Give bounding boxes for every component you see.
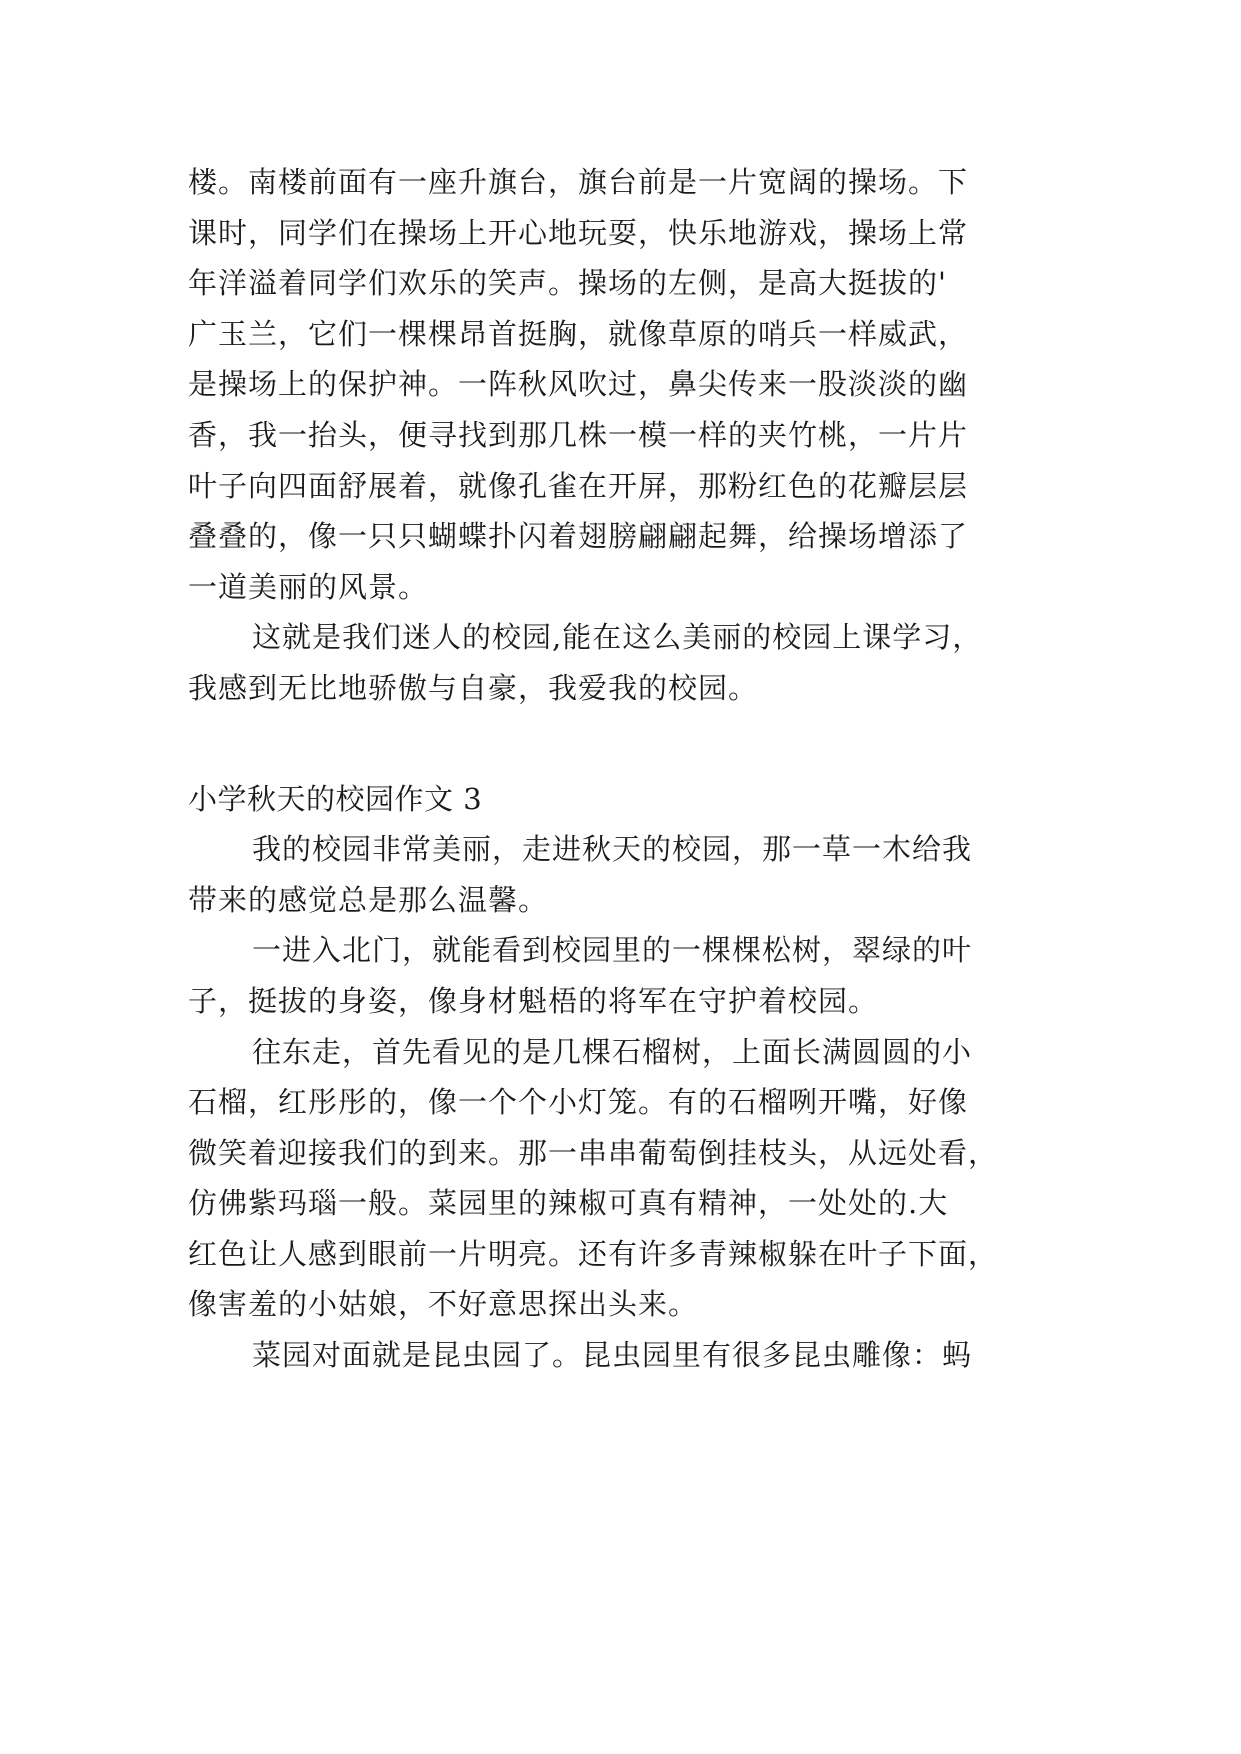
text-line: 仿佛紫玛瑙一般。菜园里的辣椒可真有精神，一处处的.大 bbox=[188, 1186, 949, 1221]
text-line: 菜园对面就是昆虫园了。昆虫园里有很多昆虫雕像：蚂 bbox=[252, 1338, 973, 1373]
paragraph-2 bbox=[188, 925, 1068, 1026]
text-line: 我的校园非常美丽，走进秋天的校园，那一草一木给我 bbox=[252, 832, 973, 867]
text-line: 微笑着迎接我们的到来。那一串串葡萄倒挂枝头，从远处看， bbox=[188, 1135, 999, 1170]
text-line: 课时，同学们在操场上开心地玩耍，快乐地游戏，操场上常 bbox=[188, 215, 969, 250]
text-line: 香，我一抬头，便寻找到那几株一模一样的夹竹桃，一片片 bbox=[188, 417, 969, 452]
text-line: 子，挺拔的身姿，像身材魁梧的将军在守护着校园。 bbox=[188, 983, 879, 1018]
text-line: 带来的感觉总是那么温馨。 bbox=[188, 882, 549, 917]
paragraph-1 bbox=[188, 824, 1068, 925]
text-line: 年洋溢着同学们欢乐的笑声。操场的左侧，是高大挺拔的' bbox=[188, 266, 947, 301]
text-line: 这就是我们迷人的校园,能在这么美丽的校园上课学习， bbox=[252, 620, 983, 655]
text-line: 往东走，首先看见的是几棵石榴树，上面长满圆圆的小 bbox=[252, 1034, 973, 1069]
text-line: 楼。南楼前面有一座升旗台，旗台前是一片宽阔的操场。下 bbox=[188, 165, 969, 199]
text-line: 我感到无比地骄傲与自豪，我爱我的校园。 bbox=[188, 670, 759, 705]
section-spacer bbox=[188, 714, 1068, 774]
text-line: 石榴，红彤彤的，像一个个小灯笼。有的石榴咧开嘴，好像 bbox=[188, 1085, 969, 1120]
continued-paragraph bbox=[188, 157, 1068, 612]
paragraph-3 bbox=[188, 1027, 1068, 1331]
text-line: 广玉兰，它们一棵棵昂首挺胸，就像草原的哨兵一样威武， bbox=[188, 316, 969, 351]
text-line: 一进入北门，就能看到校园里的一棵棵松树，翠绿的叶 bbox=[252, 933, 973, 968]
closing-paragraph bbox=[188, 612, 1068, 713]
text-line: 像害羞的小姑娘，不好意思探出头来。 bbox=[188, 1287, 699, 1322]
text-line: 一道美丽的风景。 bbox=[188, 569, 429, 604]
text-line: 叠叠的，像一只只蝴蝶扑闪着翅膀翩翩起舞，给操场增添了 bbox=[188, 519, 969, 554]
text-line: 叶子向四面舒展着，就像孔雀在开屏，那粉红色的花瓣层层 bbox=[188, 468, 969, 503]
paragraph-4 bbox=[188, 1330, 1068, 1381]
text-line: 红色让人感到眼前一片明亮。还有许多青辣椒躲在叶子下面， bbox=[188, 1236, 999, 1271]
document-body bbox=[188, 157, 1068, 1381]
section-title: 小学秋天的校园作文 3 bbox=[188, 781, 483, 816]
text-line: 是操场上的保护神。一阵秋风吹过，鼻尖传来一股淡淡的幽 bbox=[188, 367, 969, 402]
